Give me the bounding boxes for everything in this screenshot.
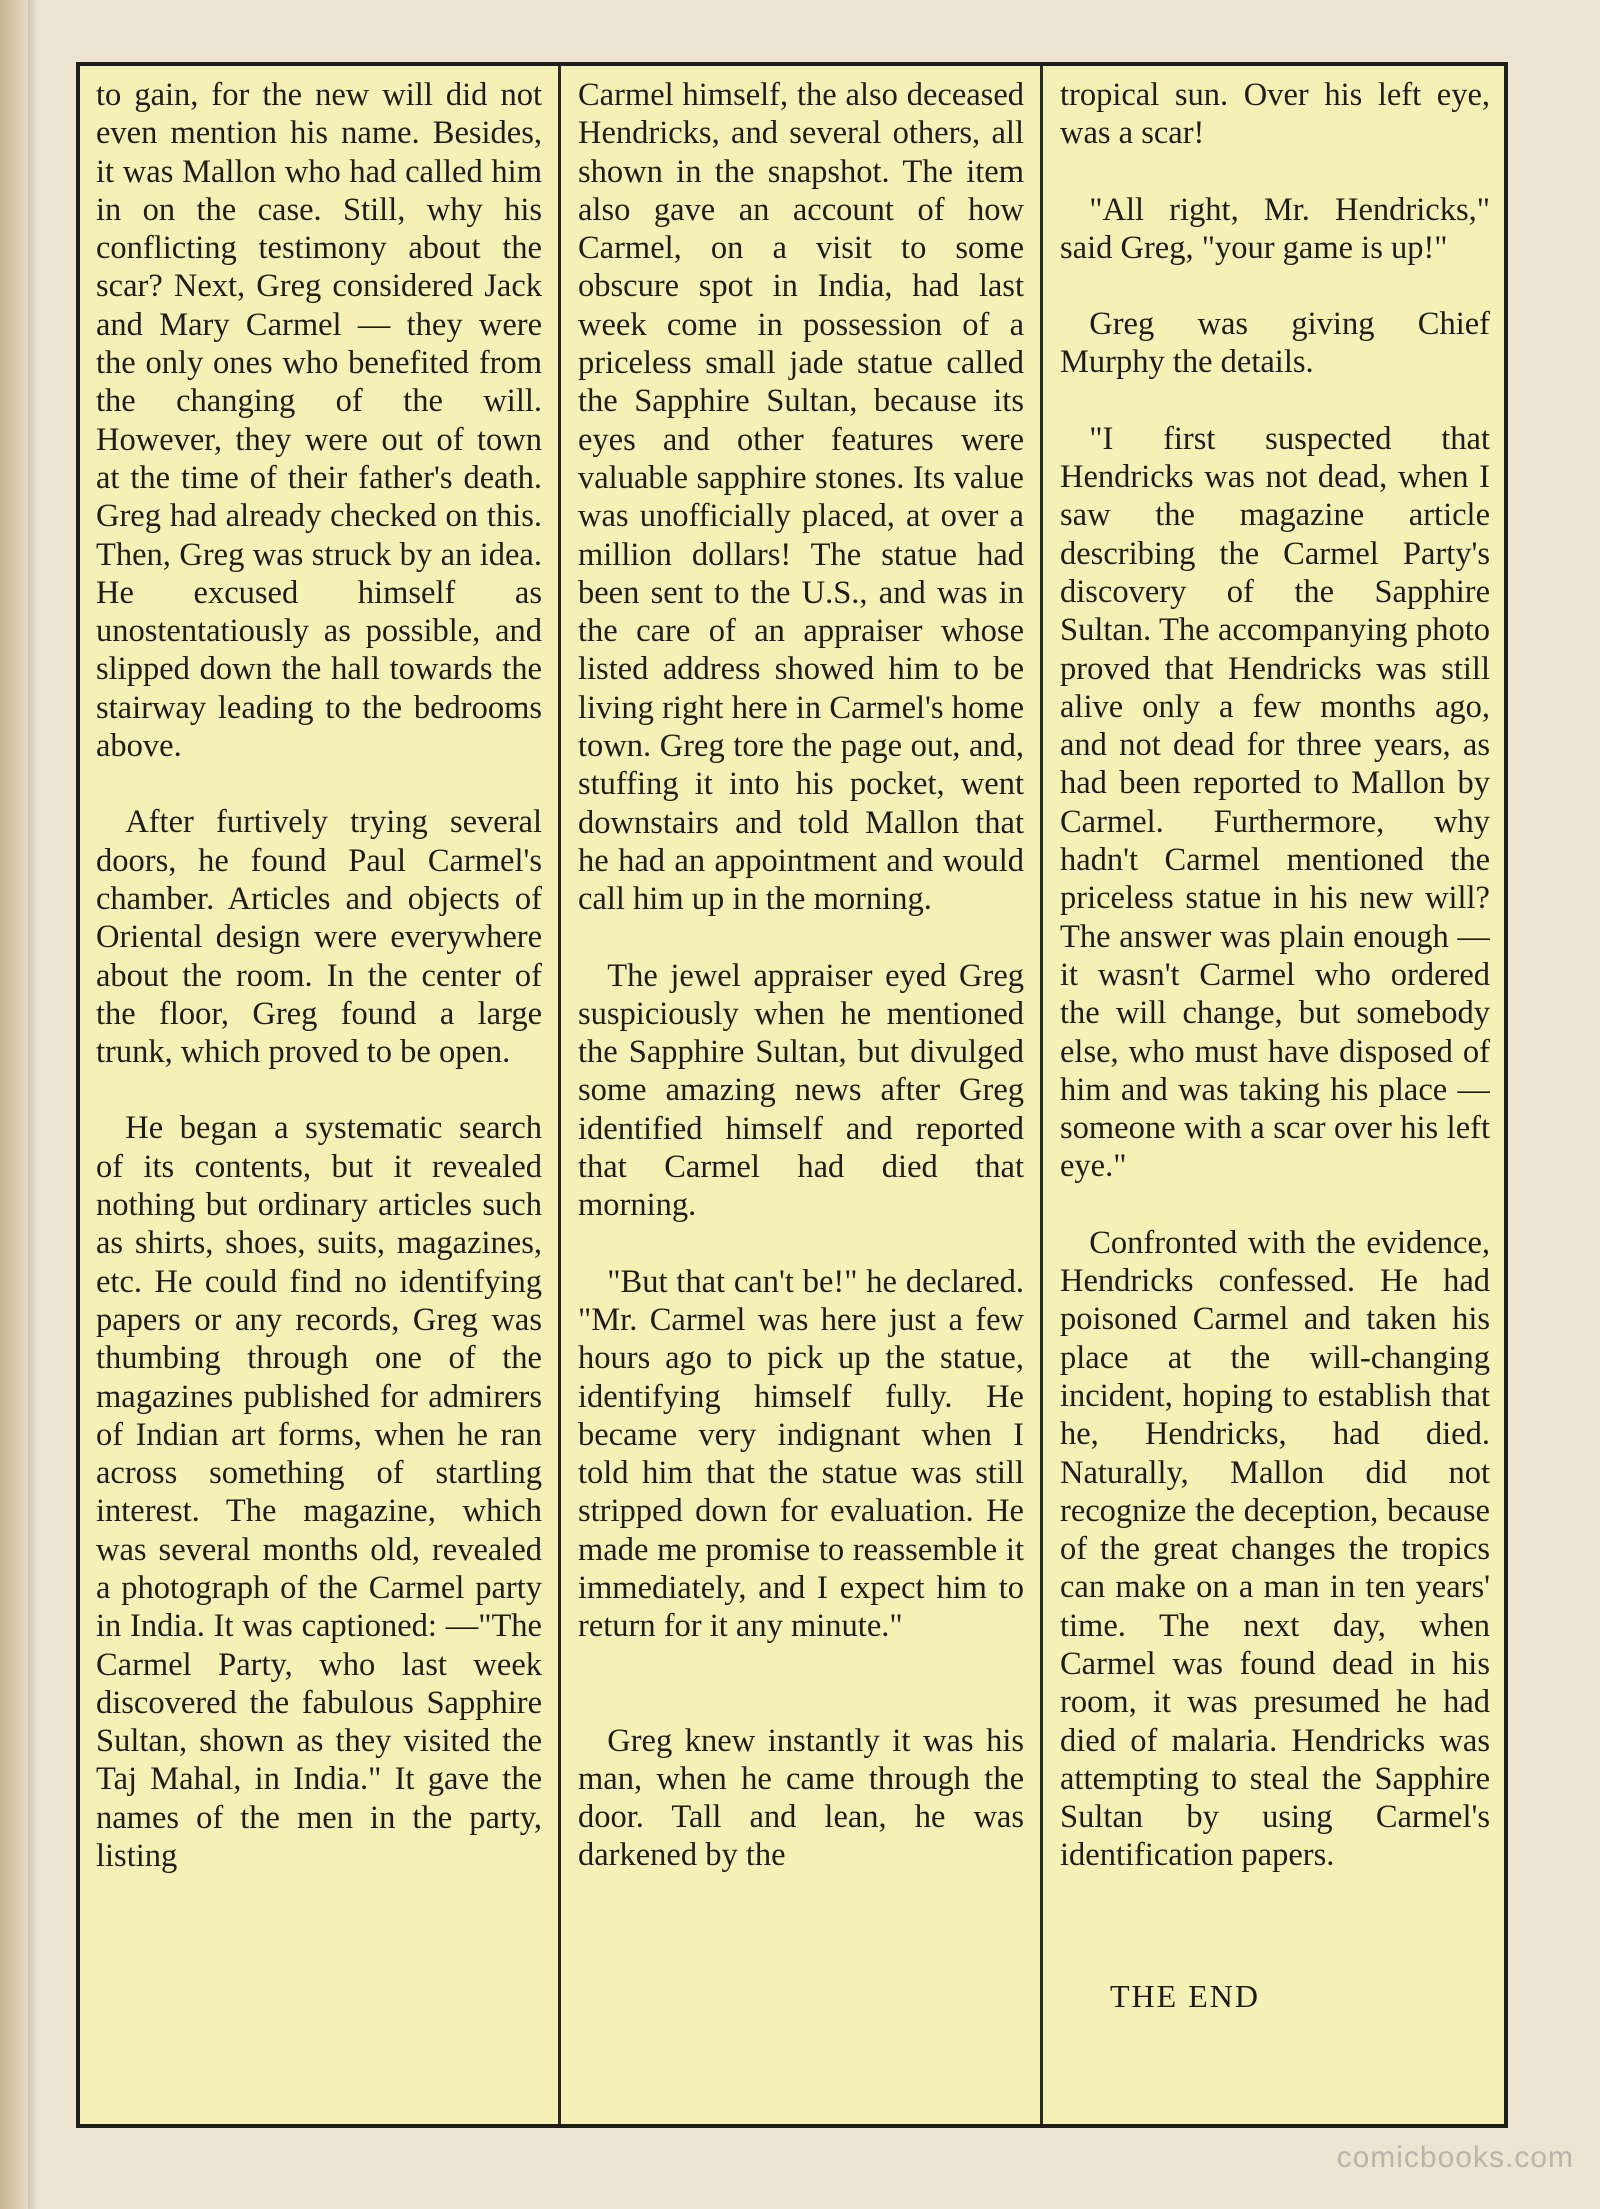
paragraph: tropical sun. Over his left eye, was a scar!	[1060, 77, 1490, 152]
column-divider	[1040, 66, 1043, 2124]
paragraph: "I first suspected that Hendricks was not dead, when I saw the magazine article describing the Carmel Party's discovery of the Sapphire Sultan. The accompanying photo proved that Hendricks was still alive only a few months ago, and not dead for three years, as had been reported to Mallon by Carmel. Furthermore, why hadn't Carmel mentioned the priceless statue in his new will? The answer was plain enough —it wasn't Carmel who ordered the will change, but somebody else, who must have disposed of him and was taking his place —someone with a scar over his left eye."	[1060, 420, 1490, 1185]
text-panel	[76, 62, 1508, 2128]
text-column-3	[1060, 76, 1490, 2110]
watermark: comicbooks.com	[1336, 2141, 1574, 2174]
text-column-2	[578, 76, 1024, 2110]
paragraph: Greg was giving Chief Murphy the details.	[1060, 306, 1490, 381]
text-column-1	[96, 76, 542, 2110]
the-end-label: THE END	[1110, 1978, 1260, 2014]
paragraph: After furtively trying several doors, he found Paul Carmel's chamber. Articles and objects of Oriental design were everywhere about the room. In the center of the floor, Greg found a large trunk, which proved to be open.	[96, 804, 542, 1071]
page-edge	[0, 0, 28, 2209]
spine-shadow	[28, 0, 38, 2209]
paragraph: Confronted with the evidence, Hendricks confessed. He had poisoned Carmel and taken his place at the will-changing incident, hoping to establish that he, Hendricks, had died. Naturally, Mallon did not recognize the deception, because of the great changes the tropics can make on a man in ten years' time. The next day, when Carmel was found dead in his room, it was presumed he had died of malaria. Hendricks was attempting to steal the Sapphire Sultan by using Carmel's identification papers.	[1060, 1224, 1490, 1874]
paragraph: to gain, for the new will did not even mention his name. Besides, it was Mallon who had called him in on the case. Still, why his conflicting testimony about the scar? Next, Greg considered Jack and Mary Carmel — they were the only ones who benefited from the changing of the will. However, they were out of town at the time of their father's death. Greg had already checked on this. Then, Greg was struck by an idea. He excused himself as unostentatiously as possible, and slipped down the hall towards the stairway leading to the bedrooms above.	[96, 77, 542, 765]
paragraph: "But that can't be!" he declared. "Mr. Carmel was here just a few hours ago to pick up the statue, identifying himself fully. He became very indignant when I told him that the statue was still stripped down for evaluation. He made me promise to reassemble it immediately, and I expect him to return for it any minute."	[578, 1263, 1024, 1645]
paragraph: The jewel appraiser eyed Greg suspiciously when he mentioned the Sapphire Sultan, but divulged some amazing news after Greg identified himself and reported that Carmel had died that morning.	[578, 957, 1024, 1224]
paragraph: Greg knew instantly it was his man, when he came through the door. Tall and lean, he was darkened by the	[578, 1722, 1024, 1874]
column-divider	[558, 66, 561, 2124]
paragraph: He began a systematic search of its contents, but it revealed nothing but ordinary articles such as shirts, shoes, suits, magazines, etc. He could find no identifying papers or any records, Greg was thumbing through one of the magazines published for admirers of Indian art forms, when he ran across something of startling interest. The magazine, which was several months old, revealed a photograph of the Carmel party in India. It was captioned: —"The Carmel Party, who last week discovered the fabulous Sapphire Sultan, shown as they visited the Taj Mahal, in India." It gave the names of the men in the party, listing	[96, 1110, 542, 1875]
paragraph: Carmel himself, the also deceased Hendricks, and several others, all shown in the snapshot. The item also gave an account of how Carmel, on a visit to some obscure spot in India, had last week come in possession of a priceless small jade statue called the Sapphire Sultan, because its eyes and other features were valuable sapphire stones. Its value was unofficially placed, at over a million dollars! The statue had been sent to the U.S., and was in the care of an appraiser whose listed address showed him to be living right here in Carmel's home town. Greg tore the page out, and, stuffing it into his pocket, went downstairs and told Mallon that he had an appointment and would call him up in the morning.	[578, 77, 1024, 918]
paragraph: "All right, Mr. Hendricks," said Greg, "your game is up!"	[1060, 191, 1490, 266]
